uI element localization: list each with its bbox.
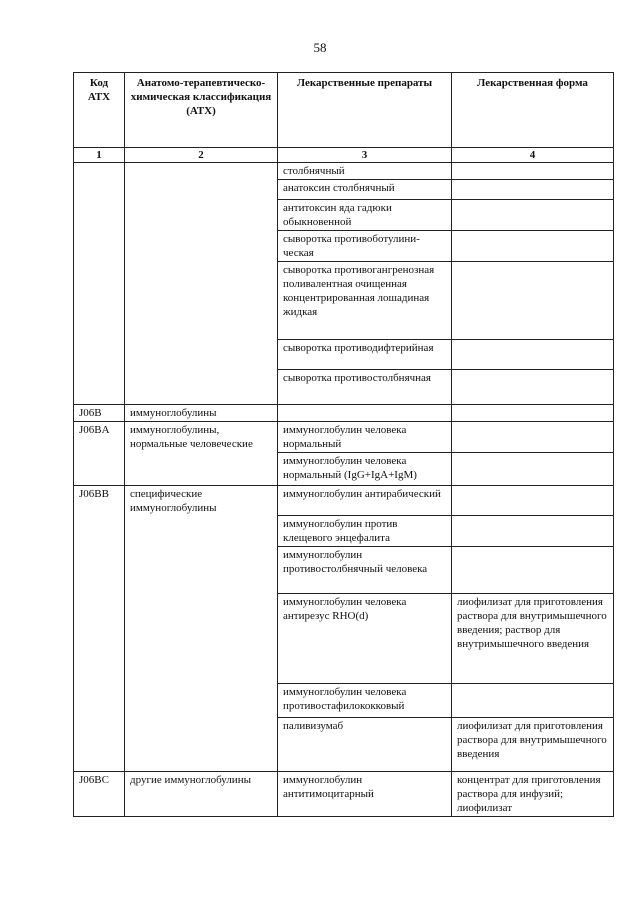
drug-cell: иммуноглобулин против клещевого энцефалита xyxy=(278,516,452,547)
drug-cell: сыворотка противостолбнячная xyxy=(278,370,452,405)
atc-code-cell xyxy=(74,163,125,405)
drug-cell: иммуноглобулин антитимоцитарный xyxy=(278,772,452,817)
dosage-form-cell: лиофилизат для приготовления раствора для внутримышечного введения xyxy=(452,718,614,772)
dosage-form-cell xyxy=(452,453,614,486)
drug-cell: столбнячный xyxy=(278,163,452,180)
header-classification: Анатомо-терапевтическо-химическая классификация (АТХ) xyxy=(125,73,278,148)
drug-table xyxy=(73,72,614,817)
atc-code-cell: J06B xyxy=(74,405,125,422)
dosage-form-cell xyxy=(452,262,614,340)
table-row xyxy=(74,405,614,422)
drug-cell: антитоксин яда гадюки обыкновенной xyxy=(278,200,452,231)
header-drugs: Лекарственные препараты xyxy=(278,73,452,148)
drug-cell: иммуноглобулин человека антирезус RHO(d) xyxy=(278,594,452,684)
drug-cell: иммуноглобулин человека нормальный (IgG+IgA+IgM) xyxy=(278,453,452,486)
column-number: 1 xyxy=(74,148,125,163)
dosage-form-cell xyxy=(452,163,614,180)
dosage-form-cell xyxy=(452,422,614,453)
dosage-form-cell xyxy=(452,405,614,422)
table-body xyxy=(74,163,614,817)
table-row xyxy=(74,422,614,453)
drug-cell: иммуноглобулин антирабический xyxy=(278,486,452,516)
dosage-form-cell xyxy=(452,516,614,547)
column-number: 3 xyxy=(278,148,452,163)
dosage-form-cell xyxy=(452,200,614,231)
drug-cell: анатоксин столбнячный xyxy=(278,180,452,200)
atc-classification-cell: иммуноглобулины, нормальные человеческие xyxy=(125,422,278,486)
drug-cell: сыворотка противогангренозная поливалентная очищенная концентрированная лошадиная жидкая xyxy=(278,262,452,340)
dosage-form-cell xyxy=(452,340,614,370)
column-number: 4 xyxy=(452,148,614,163)
page-number: 58 xyxy=(313,40,327,55)
drug-cell: сыворотка противодифтерийная xyxy=(278,340,452,370)
drug-cell: сыворотка противоботулини-ческая xyxy=(278,231,452,262)
dosage-form-cell xyxy=(452,486,614,516)
header-form: Лекарственная форма xyxy=(452,73,614,148)
dosage-form-cell xyxy=(452,684,614,718)
drug-cell xyxy=(278,405,452,422)
table-row xyxy=(74,486,614,516)
atc-code-cell: J06BC xyxy=(74,772,125,817)
dosage-form-cell: концентрат для приготовления раствора для инфузий; лиофилизат xyxy=(452,772,614,817)
dosage-form-cell xyxy=(452,231,614,262)
atc-classification-cell: другие иммуноглобулины xyxy=(125,772,278,817)
dosage-form-cell xyxy=(452,180,614,200)
dosage-form-cell: лиофилизат для приготовления раствора для внутримышечного введения; раствор для внутримышечного введения xyxy=(452,594,614,684)
dosage-form-cell xyxy=(452,370,614,405)
atc-code-cell: J06BB xyxy=(74,486,125,772)
atc-code-cell: J06BA xyxy=(74,422,125,486)
atc-classification-cell: иммуноглобулины xyxy=(125,405,278,422)
column-number-row xyxy=(74,148,614,163)
atc-classification-cell xyxy=(125,163,278,405)
drug-cell: иммуноглобулин человека противостафилококковый xyxy=(278,684,452,718)
drug-cell: иммуноглобулин человека нормальный xyxy=(278,422,452,453)
drug-table-container xyxy=(73,72,614,817)
dosage-form-cell xyxy=(452,547,614,594)
table-row xyxy=(74,163,614,180)
table-row xyxy=(74,772,614,817)
header-code: Код АТХ xyxy=(74,73,125,148)
atc-classification-cell: специфические иммуноглобулины xyxy=(125,486,278,772)
column-number: 2 xyxy=(125,148,278,163)
drug-cell: паливизумаб xyxy=(278,718,452,772)
header-row xyxy=(74,73,614,148)
drug-cell: иммуноглобулин противостолбнячный человека xyxy=(278,547,452,594)
